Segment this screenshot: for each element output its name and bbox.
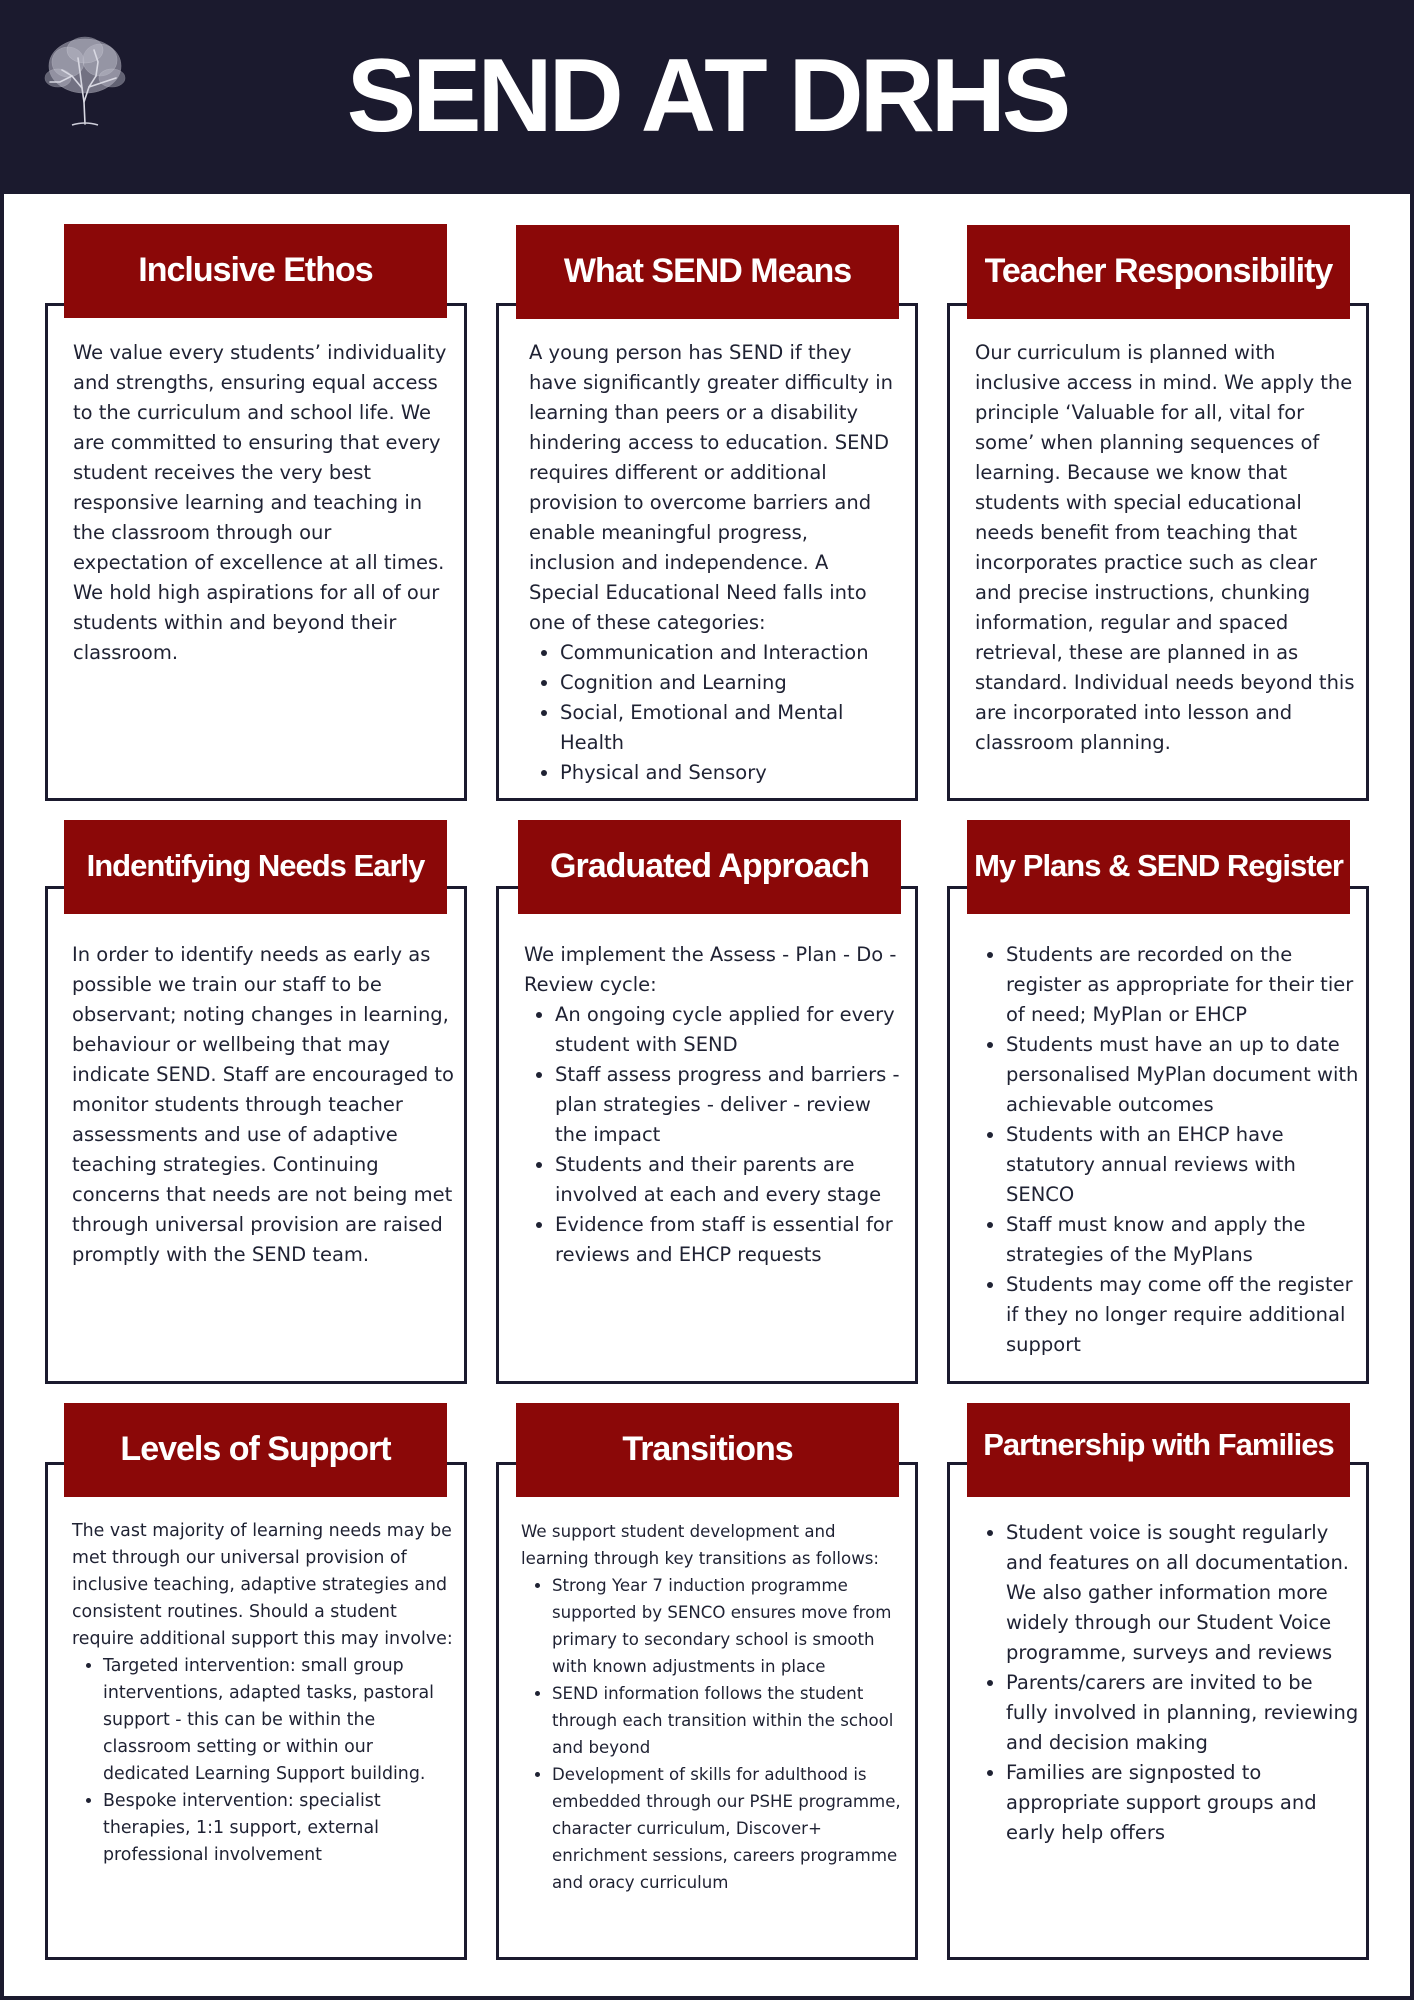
list-item: • Evidence from staff is essential for reviews and EHCP requests bbox=[555, 1210, 904, 1270]
teacher-responsibility-text: Our curriculum is planned with inclusive access in mind. We apply the principle ‘Valuable for all, vital for some’ when planning sequences of learning. Because we know that students with special educational needs benefit from teaching that incorporates practice such as clear and precise instructions, chunking information, regular and spaced retrieval, these are planned in as standard. Individual needs beyond this are incorporated into lesson and classroom planning. bbox=[975, 341, 1355, 754]
partnership-title: Partnership with Families bbox=[967, 1403, 1350, 1497]
card-identifying-needs bbox=[45, 886, 467, 1384]
identifying-needs-title: Indentifying Needs Early bbox=[64, 820, 447, 914]
card-partnership bbox=[947, 1462, 1369, 1960]
list-item: • Communication and Interaction bbox=[560, 638, 899, 668]
transitions-intro: We support student development and learning through key transitions as follows: bbox=[521, 1522, 880, 1568]
my-plans-title: My Plans & SEND Register bbox=[967, 820, 1350, 914]
list-item: • Students must have an up to date personalised MyPlan document with achievable outcomes bbox=[1006, 1030, 1359, 1120]
graduated-approach-body bbox=[524, 940, 904, 1270]
list-item: • Staff must know and apply the strategies of the MyPlans bbox=[1006, 1210, 1359, 1270]
list-item: • Students are recorded on the register as appropriate for their tier of need; MyPlan or EHCP bbox=[1006, 940, 1359, 1030]
what-send-means-title: What SEND Means bbox=[516, 225, 899, 319]
page-title: SEND AT DRHS bbox=[346, 38, 1068, 154]
list-item: • Social, Emotional and Mental Health bbox=[560, 698, 899, 758]
my-plans-list bbox=[975, 940, 1359, 1360]
list-item: • Physical and Sensory bbox=[560, 758, 899, 788]
list-item: • Families are signposted to appropriate support groups and early help offers bbox=[1006, 1758, 1359, 1848]
inclusive-ethos-text: We value every students’ individuality and strengths, ensuring equal access to the curriculum and school life. We are committed to ensuring that every student receives the very best responsive learning and teaching in the classroom through our expectation of excellence at all times. We hold high aspirations for all of our students within and beyond their classroom. bbox=[73, 341, 447, 664]
graduated-approach-title: Graduated Approach bbox=[518, 820, 901, 914]
card-levels-of-support bbox=[45, 1462, 467, 1960]
what-send-means-body bbox=[529, 338, 899, 788]
list-item: • An ongoing cycle applied for every student with SEND bbox=[555, 1000, 904, 1060]
what-send-means-intro: A young person has SEND if they have significantly greater difficulty in learning than peers or a disability hindering access to education. SEND requires different or additional provision to overcome barriers and enable meaningful progress, inclusion and independence. A Special Educational Need falls into one of these categories: bbox=[529, 341, 893, 634]
my-plans-body bbox=[975, 940, 1359, 1360]
list-item: • Staff assess progress and barriers - plan strategies - deliver - review the impact bbox=[555, 1060, 904, 1150]
list-item: • Students may come off the register if they no longer require additional support bbox=[1006, 1270, 1359, 1360]
graduated-approach-list bbox=[524, 1000, 904, 1270]
send-categories-list bbox=[529, 638, 899, 788]
inclusive-ethos-title: Inclusive Ethos bbox=[64, 224, 447, 318]
card-teacher-responsibility bbox=[947, 303, 1369, 801]
list-item: • Students and their parents are involved at each and every stage bbox=[555, 1150, 904, 1210]
levels-of-support-list bbox=[72, 1653, 456, 1869]
card-my-plans bbox=[947, 886, 1369, 1384]
levels-of-support-title: Levels of Support bbox=[64, 1403, 447, 1497]
list-item: • Students with an EHCP have statutory annual reviews with SENCO bbox=[1006, 1120, 1359, 1210]
transitions-title: Transitions bbox=[516, 1403, 899, 1497]
list-item: • Cognition and Learning bbox=[560, 668, 899, 698]
levels-of-support-intro: The vast majority of learning needs may be met through our universal provision of inclusive teaching, adaptive strategies and consistent routines. Should a student require additional support this may involve: bbox=[72, 1521, 453, 1649]
partnership-list bbox=[975, 1518, 1359, 1848]
identifying-needs-text: In order to identify needs as early as possible we train our staff to be observant; noting changes in learning, behaviour or wellbeing that may indicate SEND. Staff are encouraged to monitor students through teacher assessments and use of adaptive teaching strategies. Continuing concerns that needs are not being met through universal provision are raised promptly with the SEND team. bbox=[72, 943, 454, 1266]
list-item: • Strong Year 7 induction programme supported by SENCO ensures move from primary to secondary school is smooth with known adjustments in place bbox=[552, 1572, 907, 1680]
list-item: • SEND information follows the student through each transition within the school and beyond bbox=[552, 1680, 907, 1761]
list-item: • Development of skills for adulthood is embedded through our PSHE programme, character curriculum, Discover+ enrichment sessions, careers programme and oracy curriculum bbox=[552, 1761, 907, 1896]
list-item: • Bespoke intervention: specialist therapies, 1:1 support, external professional involvement bbox=[103, 1788, 456, 1869]
list-item: • Student voice is sought regularly and features on all documentation. We also gather information more widely through our Student Voice programme, surveys and reviews bbox=[1006, 1518, 1359, 1668]
list-item: • Targeted intervention: small group interventions, adapted tasks, pastoral support - this can be within the classroom setting or within our dedicated Learning Support building. bbox=[103, 1653, 456, 1788]
transitions-list bbox=[521, 1572, 907, 1896]
card-graduated-approach bbox=[496, 886, 918, 1384]
levels-of-support-body bbox=[72, 1518, 456, 1869]
partnership-body bbox=[975, 1518, 1359, 1848]
teacher-responsibility-title: Teacher Responsibility bbox=[967, 225, 1350, 319]
header-banner bbox=[0, 0, 1414, 194]
card-inclusive-ethos bbox=[45, 303, 467, 801]
list-item: • Parents/carers are invited to be fully involved in planning, reviewing and decision making bbox=[1006, 1668, 1359, 1758]
graduated-approach-intro: We implement the Assess - Plan - Do - Review cycle: bbox=[524, 943, 897, 996]
card-transitions bbox=[496, 1462, 918, 1960]
transitions-body bbox=[521, 1518, 907, 1896]
card-what-send-means bbox=[496, 303, 918, 801]
